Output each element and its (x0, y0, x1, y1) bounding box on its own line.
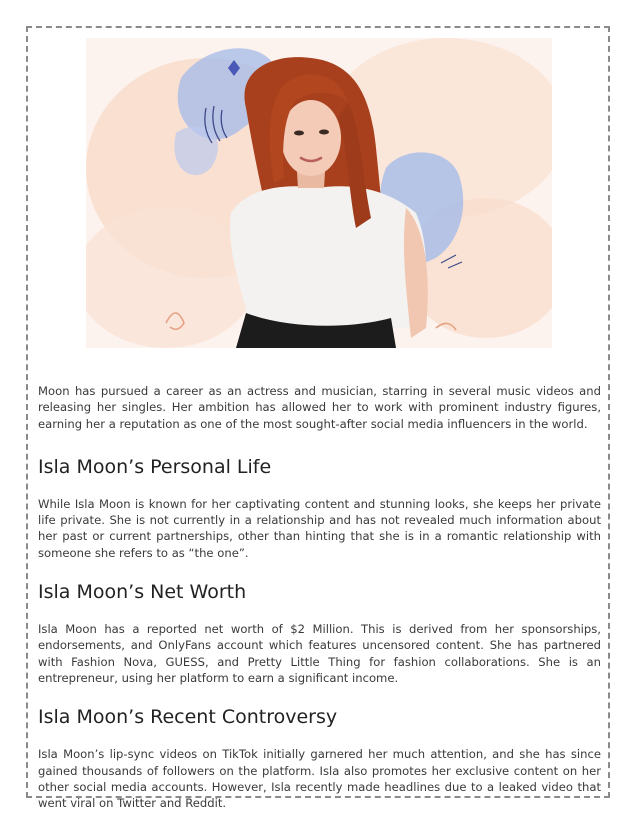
intro-paragraph: Moon has pursued a career as an actress and musician, starring in several music videos and releasing her singles. Her ambition has allowed her to work with prominent industry figures, earning her a reputation as one of the most sought-after social media influencers in the world. (38, 384, 601, 431)
controversy-heading: Isla Moon’s Recent Controversy (38, 706, 338, 729)
controversy-paragraph: Isla Moon’s lip-sync videos on TikTok initially garnered her much attention, and she has since gained thousands of followers on the platform. Isla also promotes her exclusive content on her other social media accounts. However, Isla recently made headlines due to a leaked video that went viral on Twitter and Reddit. (38, 747, 601, 811)
article-body (38, 383, 601, 811)
portrait-illustration (86, 38, 552, 348)
personal-life-heading: Isla Moon’s Personal Life (38, 455, 272, 478)
personal-life-paragraph: While Isla Moon is known for her captivating content and stunning looks, she keeps her private life private. She is not currently in a relationship and has not revealed much information about her past or current partnerships, other than hinting that she is in a romantic relationship with someone she refers to as “the one”. (38, 496, 601, 560)
hero-image (86, 38, 552, 348)
net-worth-heading: Isla Moon’s Net Worth (38, 581, 247, 604)
net-worth-paragraph: Isla Moon has a reported net worth of $2 Million. This is derived from her sponsorships, endorsements, and OnlyFans account which features uncensored content. She has partnered with Fashion Nova, GUESS, and Pretty Little Thing for fashion collaborations. She is an entrepreneur, using her platform to earn a significant income. (38, 622, 601, 685)
